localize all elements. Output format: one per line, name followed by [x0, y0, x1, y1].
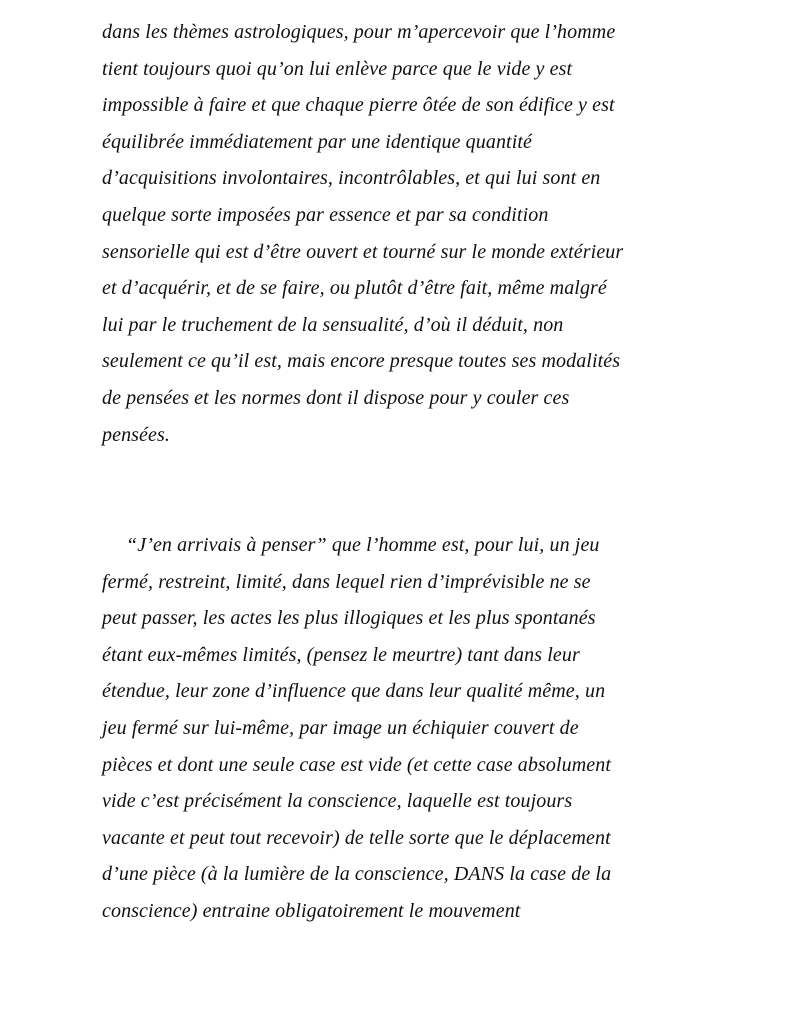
text-line: lui par le truchement de la sensualité, d’où il déduit, non	[102, 313, 564, 336]
text-line: impossible à faire et que chaque pierre ôtée de son édifice y est	[102, 94, 615, 117]
text-line: et d’acquérir, et de se faire, ou plutôt d’être fait, même malgré	[102, 277, 607, 300]
text-line: quelque sorte imposées par essence et par sa condition	[102, 203, 549, 226]
paragraph-2	[102, 527, 702, 930]
text-line: “J’en arrivais à penser” que l’homme est, pour lui, un jeu	[126, 534, 600, 556]
text-line: peut passer, les actes les plus illogiques et les plus spontanés	[102, 607, 596, 630]
text-line: vacante et peut tout recevoir) de telle sorte que le déplacement	[102, 826, 611, 849]
text-line: d’une pièce (à la lumière de la conscience, DANS la case de la	[102, 863, 612, 886]
text-line: sensorielle qui est d’être ouvert et tourné sur le monde extérieur	[102, 240, 624, 263]
text-line: jeu fermé sur lui-même, par image un échiquier couvert de	[102, 716, 579, 739]
text-line: conscience) entraine obligatoirement le mouvement	[102, 899, 521, 922]
text-line: tient toujours quoi qu’on lui enlève parce que le vide y est	[102, 57, 573, 80]
text-line: seulement ce qu’il est, mais encore presque toutes ses modalités	[102, 350, 621, 373]
text-line: équilibrée immédiatement par une identique quantité	[102, 130, 533, 153]
paragraph-1	[102, 14, 702, 453]
text-line: pièces et dont une seule case est vide (et cette case absolument	[102, 753, 611, 776]
text-line: fermé, restreint, limité, dans lequel rien d’imprévisible ne se	[102, 570, 591, 593]
text-line: dans les thèmes astrologiques, pour m’apercevoir que l’homme	[102, 21, 616, 43]
text-line: de pensées et les normes dont il dispose pour y couler ces	[102, 386, 570, 409]
text-line: d’acquisitions involontaires, incontrôlables, et qui lui sont en	[102, 167, 601, 190]
text-line: pensées.	[102, 423, 170, 446]
text-line: étendue, leur zone d’influence que dans leur qualité même, un	[102, 680, 606, 703]
text-line: vide c’est précisément la conscience, laquelle est toujours	[102, 790, 573, 813]
text-line: étant eux-mêmes limités, (pensez le meurtre) tant dans leur	[102, 643, 580, 666]
